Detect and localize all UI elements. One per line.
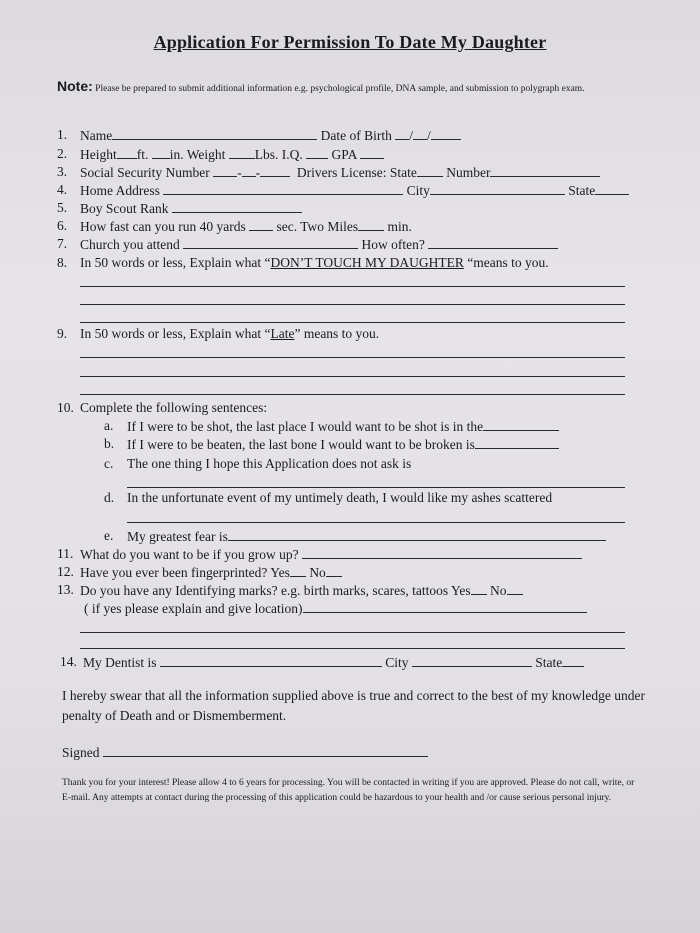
ssn-field-3[interactable] — [260, 164, 290, 177]
two-miles-label: sec. Two Miles — [276, 219, 359, 234]
dentist-row — [83, 654, 584, 671]
q10c-text: The one thing I hope this Application does not ask is — [127, 456, 412, 471]
q10e-field[interactable] — [228, 528, 606, 541]
often-field[interactable] — [428, 236, 558, 249]
marks-explain-field[interactable] — [303, 600, 587, 613]
item-number: 13. — [57, 582, 74, 597]
dentist-city-label: City — [385, 655, 409, 670]
item-number: 11. — [57, 546, 74, 561]
run-40-label: How fast can you run 40 yards — [80, 219, 246, 234]
late-word: Late — [270, 326, 295, 341]
weight-field[interactable] — [229, 146, 255, 159]
note-paragraph — [57, 78, 637, 97]
church-field[interactable] — [183, 236, 358, 249]
q9-line-1[interactable] — [80, 357, 625, 358]
q10c-line[interactable] — [127, 487, 625, 488]
height-row: Height ft. in. Weight Lbs. I.Q. GPA — [80, 146, 384, 163]
q8-line-1[interactable] — [80, 286, 625, 287]
address-field[interactable] — [163, 182, 403, 195]
sub-letter: d. — [104, 490, 115, 505]
iq-label: Lbs. I.Q. — [254, 147, 303, 162]
page-title: Application For Permission To Date My Daughter — [153, 32, 547, 52]
fingerprint-yes-field[interactable] — [290, 564, 306, 577]
q13-row: Do you have any Identifying marks? e.g. birth marks, scares, tattoos Yes No — [80, 582, 523, 599]
item-number: 9. — [57, 326, 68, 341]
q8-text: In 50 words or less, Explain what “DON’T TOUCH MY DAUGHTER “means to you. — [80, 255, 549, 270]
q9-line-2[interactable] — [80, 376, 625, 377]
ssn-field-2[interactable] — [242, 164, 256, 177]
dob-label: Date of Birth — [320, 128, 392, 143]
two-miles-field[interactable] — [358, 218, 384, 231]
item-number: 6. — [57, 218, 68, 233]
dentist-label: My Dentist is — [83, 655, 157, 670]
scout-field[interactable] — [172, 200, 302, 213]
dont-touch-phrase: DON’T TOUCH MY DAUGHTER — [270, 255, 464, 270]
q10d-text: In the unfortunate event of my untimely death, I would like my ashes scattered — [127, 490, 553, 505]
item-number: 7. — [57, 236, 68, 251]
state-label: State — [568, 183, 596, 198]
marks-no-field[interactable] — [507, 582, 523, 595]
state-field[interactable] — [595, 182, 629, 195]
scout-row — [80, 200, 302, 217]
q9-line-3[interactable] — [80, 394, 625, 395]
q10-text: Complete the following sentences: — [80, 400, 268, 415]
footer-note: Thank you for your interest! Please allow 4 to 6 years for processing. You will be contacted in writing if you are approved. Please do not call, write, or E-mail. Any attempts at contact during the processing of this application could be hazardous to your health and /or cause serious personal injury. — [62, 778, 635, 803]
q13-line-2[interactable] — [80, 632, 625, 633]
q12-row: Have you ever been fingerprinted? Yes No — [80, 564, 342, 581]
ssn-row: Social Security Number - - Drivers License: State Number — [80, 164, 600, 181]
item-number: 10. — [57, 400, 74, 415]
name-row: Name Date of Birth / / — [80, 127, 461, 144]
height-in-field[interactable] — [152, 146, 170, 159]
q13-line-3[interactable] — [80, 648, 625, 649]
dob-day-field[interactable] — [413, 127, 427, 140]
sub-letter: b. — [104, 436, 115, 451]
drivers-license-label: Drivers License: State — [296, 165, 417, 180]
note-text: Please be prepared to submit additional information e.g. psychological profile, DNA sample, and submission to polygraph exam. — [95, 84, 585, 94]
run-row: How fast can you run 40 yards sec. Two Miles min. — [80, 219, 412, 234]
dentist-state-label: State — [535, 655, 563, 670]
item-number: 4. — [57, 182, 68, 197]
signature-field[interactable] — [103, 744, 428, 757]
q9-text: In 50 words or less, Explain what “Late” means to you. — [80, 326, 380, 341]
sub-letter: c. — [104, 456, 114, 471]
item-number: 14. — [60, 654, 77, 669]
scout-label: Boy Scout Rank — [80, 201, 169, 216]
signed-label: Signed — [62, 745, 100, 760]
q11-row: What do you want to be if you grow up? — [80, 546, 582, 563]
church-label: Church you attend — [80, 237, 180, 252]
dl-number-label: Number — [446, 165, 491, 180]
item-number: 8. — [57, 255, 68, 270]
item-number: 12. — [57, 564, 74, 579]
dob-month-field[interactable] — [395, 127, 409, 140]
q13-explain-row: ( if yes please explain and give location) — [84, 600, 587, 617]
height-ft-field[interactable] — [117, 146, 137, 159]
note-label: Note: — [57, 78, 93, 94]
address-label: Home Address — [80, 183, 160, 198]
dl-state-field[interactable] — [417, 164, 443, 177]
gpa-label: GPA — [331, 147, 357, 162]
run-40-field[interactable] — [249, 218, 273, 231]
oath-paragraph: I hereby swear that all the information supplied above is true and correct to the best of my knowledge under penalty of Death and or Dismemberment. — [62, 688, 645, 723]
name-label: Name — [80, 128, 113, 143]
fingerprint-no-field[interactable] — [326, 564, 342, 577]
q10d-line[interactable] — [127, 522, 625, 523]
item-number: 1. — [57, 127, 68, 142]
q10b-field[interactable] — [475, 436, 559, 449]
item-number: 3. — [57, 164, 68, 179]
weight-label: in. Weight — [169, 147, 226, 162]
gpa-field[interactable] — [360, 146, 384, 159]
church-row — [80, 236, 558, 253]
dentist-state-field[interactable] — [562, 654, 584, 667]
city-label: City — [406, 183, 430, 198]
q11-field[interactable] — [302, 546, 582, 559]
item-number: 2. — [57, 146, 68, 161]
city-field[interactable] — [430, 182, 565, 195]
q10b-row: If I were to be beaten, the last bone I would want to be broken is — [127, 436, 559, 453]
sub-letter: a. — [104, 418, 114, 433]
iq-field[interactable] — [306, 146, 328, 159]
q10a-row: If I were to be shot, the last place I would want to be shot is in the — [127, 418, 559, 435]
height-label: Height — [80, 147, 117, 162]
q10e-row: My greatest fear is — [127, 528, 606, 545]
often-label: How often? — [361, 237, 425, 252]
dentist-city-field[interactable] — [412, 654, 532, 667]
marks-yes-field[interactable] — [471, 582, 487, 595]
address-row — [80, 182, 629, 199]
name-field[interactable] — [112, 127, 317, 140]
q10a-field[interactable] — [483, 418, 559, 431]
ssn-field-1[interactable] — [213, 164, 237, 177]
item-number: 5. — [57, 200, 68, 215]
q8-line-2[interactable] — [80, 304, 625, 305]
sub-letter: e. — [104, 528, 114, 543]
q8-line-3[interactable] — [80, 322, 625, 323]
dl-number-field[interactable] — [490, 164, 600, 177]
dob-year-field[interactable] — [431, 127, 461, 140]
signature-row — [62, 744, 428, 761]
dentist-field[interactable] — [160, 654, 382, 667]
ssn-label: Social Security Number — [80, 165, 210, 180]
